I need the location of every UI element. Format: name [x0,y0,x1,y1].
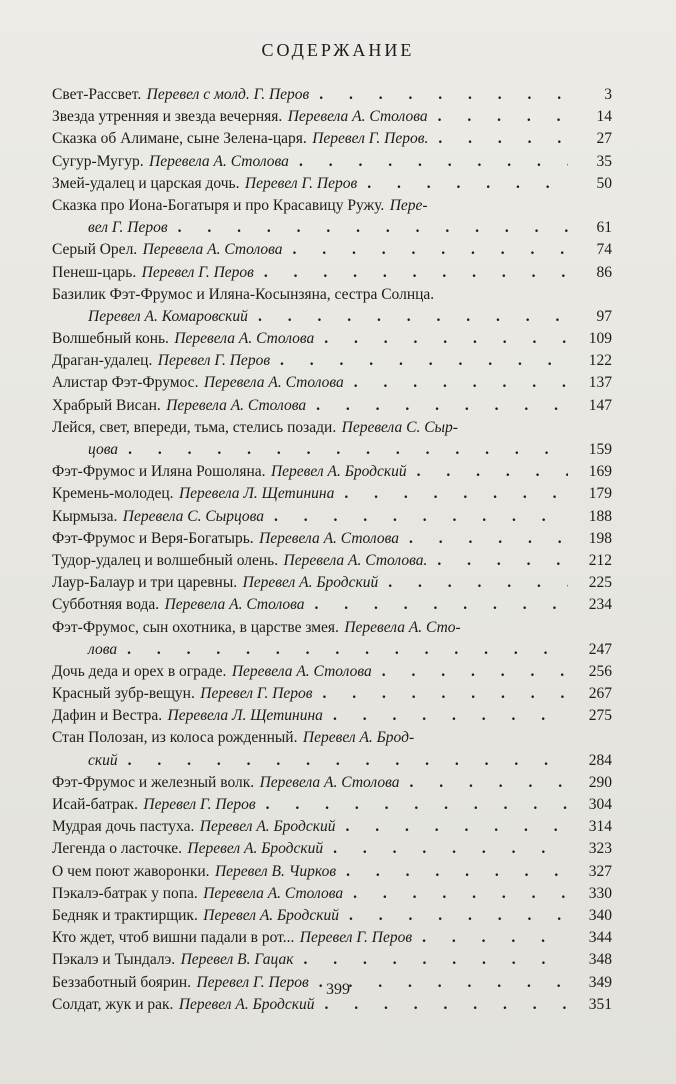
entry-page-number: 290 [588,773,612,791]
entry-translator-continued: лова [88,640,118,658]
toc-entry[interactable] [52,374,612,396]
entry-title: Тудор-удалец и волшебный олень. [52,551,279,569]
entry-title: Беззаботный боярин. [52,973,192,991]
entry-page-number: 340 [588,906,612,924]
entry-title: Сугур-Мугур. [52,152,144,170]
entry-page-number: 344 [588,929,612,947]
leader-dots [336,863,568,881]
entry-translator: Перевел Г. Перов [141,263,254,281]
toc-entry[interactable] [52,330,612,352]
toc-entry[interactable] [52,840,612,862]
entry-page-number: 122 [588,352,612,370]
entry-translator-continued: ский [88,751,118,769]
toc-entry[interactable] [52,729,612,773]
toc-entry[interactable] [52,596,612,618]
entry-page-number: 27 [596,130,612,148]
leader-dots [289,153,568,171]
entry-title: Храбрый Висан. [52,396,161,414]
toc-entry[interactable] [52,707,612,729]
entry-translator: Перевел А. Бродский [178,995,315,1013]
entry-title: Серый Орел. [52,241,138,259]
entry-title: Стан Полозан, из колоса рожденный. [52,729,298,747]
entry-page-number: 50 [596,174,612,192]
entry-page-number: 137 [588,374,612,392]
leader-dots [407,463,568,481]
toc-entry[interactable] [52,153,612,175]
entry-page-number: 212 [588,551,612,569]
entry-title: Лаур-Балаур и три царевны. [52,574,238,592]
toc-entry[interactable] [52,463,612,485]
entry-page-number: 327 [588,862,612,880]
entry-page-number: 97 [596,307,612,325]
entry-title: О чем поют жаворонки. [52,862,210,880]
toc-entry[interactable] [52,530,612,552]
entry-translator: Перевела А. Столова [259,529,399,547]
toc-entry[interactable] [52,796,612,818]
leader-dots [378,574,568,592]
leader-dots [314,330,568,348]
leader-dots [427,552,568,570]
entry-translator: Перевел Г. Перов. [312,130,429,148]
leader-dots [428,108,568,126]
leader-dots [270,352,568,370]
entry-translator: Перевел А. Бродский [199,818,336,836]
toc-entry[interactable] [52,885,612,907]
entry-page-number: 74 [596,241,612,259]
entry-translator: Перевела А. Столова. [283,551,428,569]
entry-page-number: 304 [588,796,612,813]
entry-translator-continued: Перевел А. Комаровский [88,307,248,325]
entry-title: Пэкалэ-батрак у попа. [52,884,198,902]
entry-translator: Перевела А. Столова [203,884,344,902]
entry-title: Свет-Рассвет. [52,86,142,103]
leader-dots [309,86,568,104]
entry-page-number: 349 [588,973,612,991]
leader-dots [254,264,568,282]
leader-dots [357,175,568,193]
entry-translator: Перевел Г. Перов [299,929,413,947]
leader-dots [117,641,568,659]
entry-title: Фэт-Фрумос, сын охотника, в царстве змея. [52,618,339,636]
entry-page-number: 247 [588,640,612,658]
entry-translator: Перевела А. Столова [259,773,400,791]
entry-translator: Перевела Л. Щетинина [178,485,335,503]
entry-title: Звезда утренняя и звезда вечерняя. [52,108,283,126]
entry-title: Кремень-молодец. [52,485,174,503]
table-of-contents [52,86,612,1018]
entry-title: Лейся, свет, впереди, тьма, стелись позади. [52,418,337,436]
entry-page-number: 256 [588,662,612,680]
toc-entry[interactable] [52,574,612,596]
entry-page-number: 267 [588,685,612,703]
entry-title: Красный зубр-вещун. [52,685,195,703]
entry-title: Фэт-Фрумос и железный волк. [52,773,255,791]
toc-entry[interactable] [52,951,612,973]
toc-entry[interactable] [52,175,612,197]
entry-translator: Перевела А. Столова [174,330,315,348]
page-number: 399 [326,981,350,998]
entry-translator: Перевела А. Столова [164,596,305,614]
leader-dots [264,508,568,526]
toc-entry[interactable] [52,929,612,951]
toc-entry[interactable] [52,663,612,685]
leader-dots [168,219,568,237]
toc-entry[interactable] [52,86,612,108]
entry-title: Сказка про Иона-Богатыря и про Красавицу Ружу. [52,196,385,214]
entry-translator: Перевел Г. Перов [143,796,256,813]
entry-translator: Перевела Л. Щетинина [167,707,323,725]
leader-dots [339,907,568,925]
leader-dots [335,818,568,836]
toc-entry[interactable] [52,397,612,419]
entry-page-number: 35 [596,152,612,170]
entry-title: Дафин и Вестра. [52,707,163,725]
entry-translator: Перевела А. Столова [287,108,428,126]
entry-translator: Перевела С. Сыр- [341,418,458,436]
entry-translator-continued: вел Г. Перов [88,219,168,237]
entry-page-number: 234 [588,596,612,614]
toc-entry[interactable] [52,485,612,507]
leader-dots [283,241,568,259]
entry-page-number: 3 [604,86,612,103]
entry-page-number: 323 [588,840,612,858]
leader-dots [248,308,568,326]
entry-translator: Перевел Г. Перов [244,174,358,192]
leader-dots [294,951,569,969]
entry-title: Дочь деда и орех в ограде. [52,662,227,680]
entry-page-number: 14 [596,108,612,126]
entry-title: Исай-батрак. [52,796,138,813]
entry-title: Солдат, жук и рак. [52,995,174,1013]
entry-page-number: 348 [588,951,612,969]
leader-dots [399,530,568,548]
entry-translator: Перевел А. Бродский [187,840,324,858]
entry-title: Субботняя вода. [52,596,160,614]
toc-entry[interactable] [52,108,612,130]
entry-page-number: 179 [588,485,612,503]
entry-title: Волшебный конь. [52,330,169,348]
entry-translator: Перевел А. Бродский [270,463,407,481]
entry-translator: Перевела А. Сто- [344,618,461,636]
entry-title: Базилик Фэт-Фрумос и Иляна-Косынзяна, сестра Солнца. [52,285,435,303]
leader-dots [344,374,568,392]
entry-title: Сказка об Алимане, сыне Зелена-царя. [52,130,307,148]
entry-translator: Перевела А. Столова [149,152,289,170]
entry-page-number: 188 [588,507,612,525]
entry-title: Кто ждет, чтоб вишни падали в рот... [52,929,295,947]
entry-translator: Перевел с молд. Г. Перов [146,86,310,103]
leader-dots [256,796,568,814]
leader-dots [412,929,568,947]
leader-dots [399,774,568,792]
leader-dots [323,840,568,858]
toc-entry[interactable] [52,863,612,885]
leader-dots [118,752,568,770]
entry-translator: Перевел А. Брод- [302,729,415,747]
leader-dots [428,130,568,148]
entry-translator: Перевела А. Столова [142,241,283,259]
entry-title: Драган-удалец. [52,352,153,370]
leader-dots [305,596,568,614]
entry-translator: Перевела А. Столова [203,374,344,392]
toc-entry[interactable] [52,241,612,263]
entry-page-number: 330 [588,884,612,902]
entry-translator: Перевел В. Гацак [180,951,294,969]
entry-title: Фэт-Фрумос и Иляна Рошоляна. [52,463,266,481]
leader-dots [323,707,568,725]
entry-page-number: 314 [588,818,612,836]
entry-translator: Пере- [389,196,428,214]
toc-entry[interactable] [52,619,612,663]
entry-page-number: 169 [588,463,612,481]
toc-entry[interactable] [52,264,612,286]
toc-entry[interactable] [52,352,612,374]
entry-translator-continued: цова [88,441,119,458]
toc-entry[interactable] [52,774,612,796]
entry-translator: Перевела С. Сырцова [122,507,265,525]
entry-translator: Перевел В. Чирков [214,862,337,880]
leader-dots [118,441,568,459]
entry-translator: Перевела А. Столова [231,662,372,680]
entry-title: Змей-удалец и царская дочь. [52,174,240,192]
toc-entry[interactable] [52,508,612,530]
entry-translator: Перевел Г. Перов [196,973,309,991]
entry-page-number: 198 [588,529,612,547]
entry-page-number: 86 [596,263,612,281]
entry-page-number: 275 [588,707,612,725]
entry-page-number: 147 [588,396,612,414]
toc-entry[interactable] [52,996,612,1018]
entry-translator: Перевел Г. Перов [157,352,271,370]
entry-translator: Перевел Г. Перов [200,685,313,703]
entry-title: Легенда о ласточке. [52,840,182,858]
entry-page-number: 61 [596,219,612,237]
toc-entry[interactable] [52,419,612,463]
leader-dots [334,485,568,503]
entry-title: Алистар Фэт-Фрумос. [52,374,199,392]
toc-entry[interactable] [52,130,612,152]
entry-page-number: 159 [588,441,612,458]
toc-entry[interactable] [52,552,612,574]
leader-dots [306,397,568,415]
entry-translator: Перевела А. Столова [166,396,307,414]
entry-page-number: 284 [588,751,612,769]
entry-page-number: 109 [588,330,612,348]
toc-entry[interactable] [52,818,612,840]
entry-title: Кырмыза. [52,507,118,525]
entry-title: Бедняк и трактирщик. [52,906,198,924]
leader-dots [313,685,568,703]
toc-entry[interactable] [52,907,612,929]
entry-title: Фэт-Фрумос и Веря-Богатырь. [52,529,254,547]
entry-title: Пенеш-царь. [52,263,137,281]
leader-dots [343,885,568,903]
toc-entry[interactable] [52,197,612,241]
entry-translator: Перевел А. Бродский [242,574,379,592]
entry-title: Мудрая дочь пастуха. [52,818,195,836]
toc-entry[interactable] [52,286,612,330]
toc-entry[interactable] [52,685,612,707]
page-title: СОДЕРЖАНИЕ [261,40,415,60]
leader-dots [372,663,568,681]
entry-title: Пэкалэ и Тындалэ. [52,951,176,969]
entry-page-number: 225 [588,574,612,592]
entry-page-number: 351 [588,995,612,1013]
entry-translator: Перевел А. Бродский [203,906,339,924]
